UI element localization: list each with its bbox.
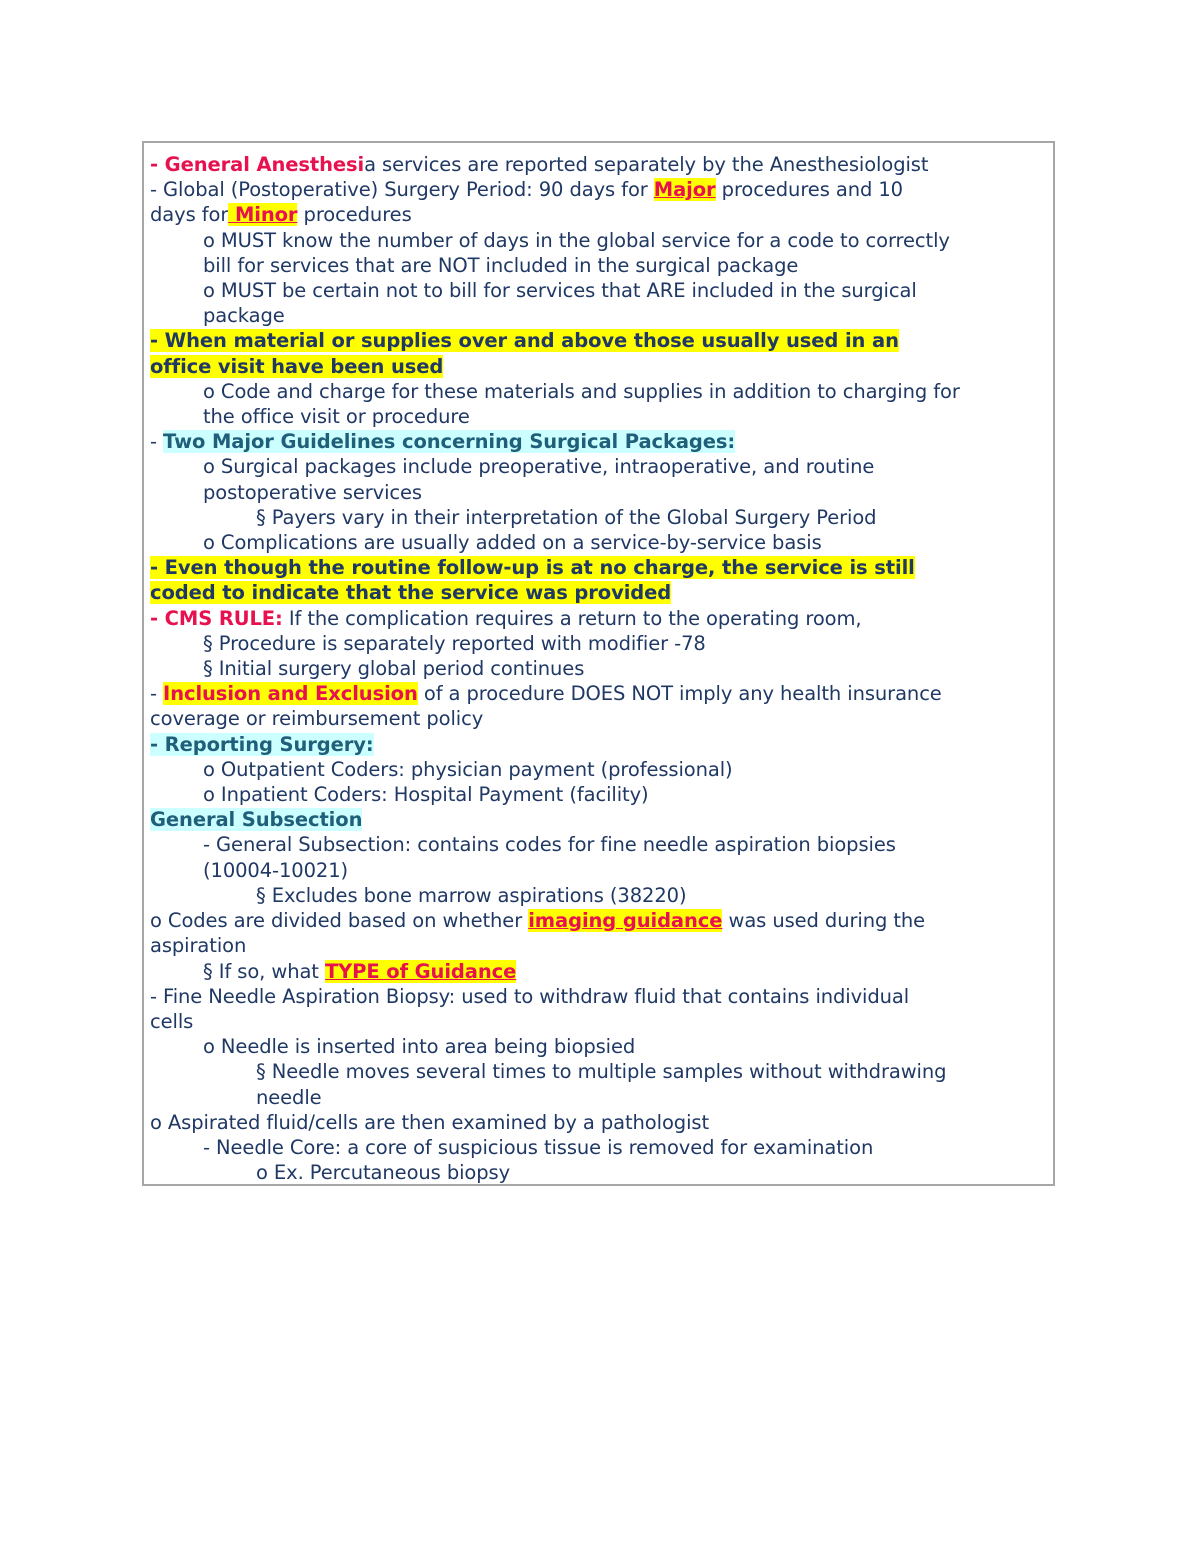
note-line: (10004-10021) [203, 858, 349, 882]
highlight-guidelines: Two Major Guidelines concerning Surgical Packages: [163, 430, 736, 454]
highlight-materials: - When material or supplies over and above those usually used in an [150, 329, 899, 353]
note-line: § Payers vary in their interpretation of the Global Surgery Period [256, 505, 877, 529]
highlight-inclusion: Inclusion and Exclusion [163, 682, 418, 706]
highlight-reporting: - Reporting Surgery: [150, 732, 374, 756]
note-line: o Outpatient Coders: physician payment (professional) [203, 757, 733, 781]
note-line [150, 732, 1047, 757]
highlight-major: Major [653, 178, 716, 202]
highlight-follow-up: - Even though the routine follow-up is at no charge, the service is still [150, 556, 915, 580]
note-line: § Procedure is separately reported with modifier -78 [203, 631, 706, 655]
note-line: days for Minor procedures [150, 203, 412, 227]
note-line: § Initial surgery global period continues [203, 657, 585, 681]
note-line [150, 328, 1047, 353]
note-line: § Needle moves several times to multiple samples without withdrawing [256, 1060, 947, 1084]
note-line: - Needle Core: a core of suspicious tissue is removed for examination [203, 1135, 874, 1159]
note-line: § If so, what TYPE of Guidance [203, 959, 517, 983]
notes-box [142, 141, 1055, 1186]
note-line: o MUST know the number of days in the global service for a code to correctly [203, 228, 950, 252]
note-line: § Excludes bone marrow aspirations (38220) [256, 883, 687, 907]
note-line: o Aspirated fluid/cells are then examined by a pathologist [150, 1110, 709, 1134]
highlight-imaging: imaging guidance [528, 909, 723, 933]
note-line: - Global (Postoperative) Surgery Period: 90 days for Major procedures and 10 [150, 178, 903, 202]
note-line: office visit have been used [150, 354, 444, 378]
note-line: needle [256, 1085, 322, 1109]
note-line: o Surgical packages include preoperative, intraoperative, and routine [203, 455, 875, 479]
note-line: o Codes are divided based on whether imaging guidance was used during the [150, 909, 926, 933]
note-line: - CMS RULE: If the complication requires a return to the operating room, [150, 606, 862, 630]
section-heading: General Subsection [150, 808, 363, 832]
highlight-minor: Minor [228, 203, 298, 227]
highlight-guidance: TYPE of Guidance [324, 959, 517, 983]
note-line: postoperative services [203, 480, 422, 504]
note-line [150, 807, 1047, 832]
note-line: o Needle is inserted into area being biopsied [203, 1035, 636, 1059]
note-line: o Code and charge for these materials and supplies in addition to charging for [203, 379, 960, 403]
note-line: - Two Major Guidelines concerning Surgical Packages: [150, 430, 736, 454]
note-line: the office visit or procedure [203, 405, 470, 429]
note-line: - General Subsection: contains codes for fine needle aspiration biopsies [203, 833, 896, 857]
note-line: cells [150, 1009, 194, 1033]
note-line: coded to indicate that the service was provided [150, 581, 672, 605]
note-line: aspiration [150, 934, 247, 958]
note-line: o Ex. Percutaneous biopsy [256, 1161, 511, 1185]
note-line: bill for services that are NOT included in the surgical package [203, 253, 799, 277]
note-line: - Inclusion and Exclusion of a procedure DOES NOT imply any health insurance [150, 682, 942, 706]
note-line: o MUST be certain not to bill for services that ARE included in the surgical [203, 279, 917, 303]
cms-rule-label: - CMS RULE: [150, 606, 283, 630]
note-line: - Fine Needle Aspiration Biopsy: used to withdraw fluid that contains individual [150, 984, 910, 1008]
note-line [150, 555, 1047, 580]
note-line: package [203, 304, 285, 328]
note-line: coverage or reimbursement policy [150, 707, 484, 731]
note-line: - General Anesthesia services are reported separately by the Anesthesiologist [150, 153, 929, 176]
note-line: o Inpatient Coders: Hospital Payment (facility) [203, 783, 649, 807]
note-line: o Complications are usually added on a service-by-service basis [203, 531, 822, 555]
